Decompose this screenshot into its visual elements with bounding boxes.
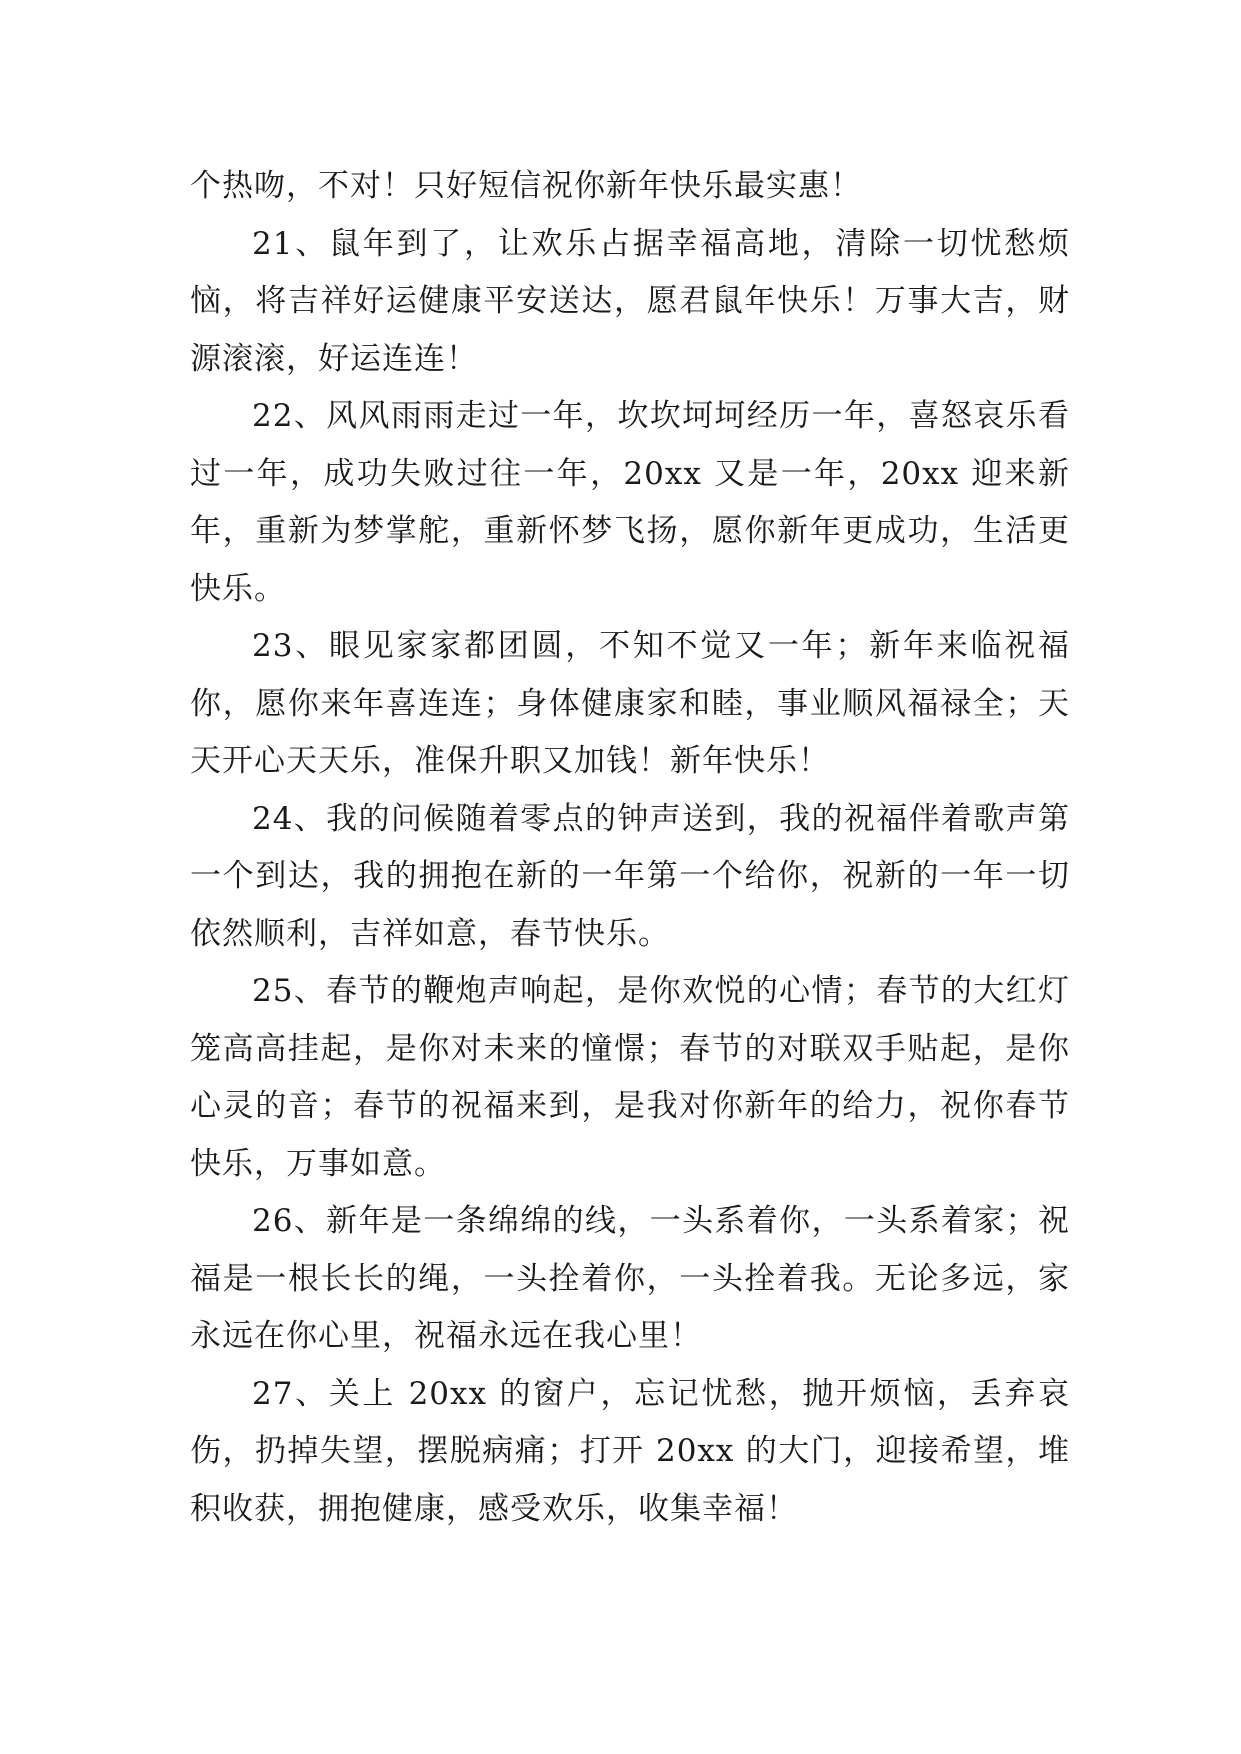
paragraph-24: 24、我的问候随着零点的钟声送到，我的祝福伴着歌声第一个到达，我的拥抱在新的一年第一个给你，祝新的一年一切依然顺利，吉祥如意，春节快乐。 (190, 800, 1070, 952)
paragraph-23: 23、眼见家家都团圆，不知不觉又一年；新年来临祝福你，愿你来年喜连连；身体健康家和睦，事业顺风福禄全；天天开心天天乐，准保升职又加钱！新年快乐！ (190, 628, 1070, 779)
paragraph-22: 22、风风雨雨走过一年，坎坎坷坷经历一年，喜怒哀乐看过一年，成功失败过往一年，20xx 又是一年，20xx 迎来新年，重新为梦掌舵，重新怀梦飞扬，愿你新年更成功，生活更快乐。 (190, 398, 1070, 607)
paragraph-25: 25、春节的鞭炮声响起，是你欢悦的心情；春节的大红灯笼高高挂起，是你对未来的憧憬；春节的对联双手贴起，是你心灵的音；春节的祝福来到，是我对你新年的给力，祝你春节快乐，万事如意。 (190, 973, 1070, 1182)
paragraph-27: 27、关上 20xx 的窗户，忘记忧愁，抛开烦恼，丢弃哀伤，扔掉失望，摆脱病痛；打开 20xx 的大门，迎接希望，堆积收获，拥抱健康，感受欢乐，收集幸福！ (190, 1375, 1070, 1527)
paragraph-21: 21、鼠年到了，让欢乐占据幸福高地，清除一切忧愁烦恼，将吉祥好运健康平安送达，愿君鼠年快乐！万事大吉，财源滚滚，好运连连！ (190, 225, 1070, 377)
paragraph-continuation: 个热吻，不对！只好短信祝你新年快乐最实惠！ (190, 168, 862, 204)
paragraph-26: 26、新年是一条绵绵的线，一头系着你，一头系着家；祝福是一根长长的绳，一头拴着你，一头拴着我。无论多远，家永远在你心里，祝福永远在我心里！ (190, 1203, 1070, 1354)
document-body (190, 158, 1070, 1538)
